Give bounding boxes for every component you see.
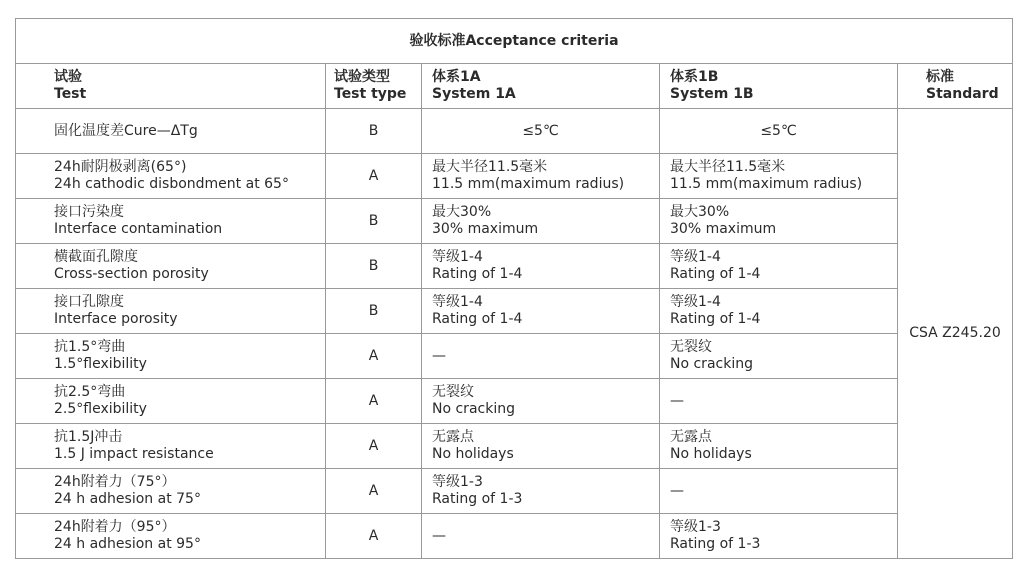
header-zh: 标准	[926, 69, 954, 85]
system-1b-cell-en: Rating of 1-4	[670, 311, 761, 327]
system-1a-cell-zh: —	[432, 347, 446, 364]
header-system-1a	[422, 64, 660, 109]
test-type-cell-zh: B	[368, 302, 379, 319]
test-cell-zh: 24h附着力（75°）	[54, 474, 176, 490]
acceptance-criteria-table	[15, 18, 1013, 559]
system-1a-cell-zh: 最大30%	[432, 204, 492, 220]
test-type-cell-zh: A	[368, 527, 379, 544]
header-zh: 体系1B	[670, 69, 719, 85]
system-1b-cell-zh: 无裂纹	[670, 339, 712, 355]
table-row	[16, 199, 1013, 244]
test-cell-zh: 抗1.5J冲击	[54, 429, 123, 445]
table-row	[16, 109, 1013, 154]
system-1a-cell-en: Rating of 1-4	[432, 311, 523, 327]
test-type-cell-zh: A	[368, 392, 379, 409]
test-type-cell-zh: B	[368, 122, 379, 139]
system-1b-cell	[660, 379, 898, 424]
system-1b-cell-zh: —	[670, 482, 684, 499]
system-1a-cell-zh: 等级1-4	[432, 294, 483, 310]
test-cell-zh: 接口污染度	[54, 204, 124, 220]
system-1b-cell	[660, 424, 898, 469]
table-title-row	[16, 19, 1013, 64]
system-1b-cell-zh: 最大半径11.5毫米	[670, 159, 786, 175]
table-row	[16, 514, 1013, 559]
table-row	[16, 244, 1013, 289]
test-cell	[16, 199, 326, 244]
header-standard	[898, 64, 1013, 109]
system-1a-cell-zh: 无露点	[432, 429, 474, 445]
system-1b-cell-zh: 等级1-4	[670, 249, 721, 265]
system-1b-cell	[660, 199, 898, 244]
header-en: Standard	[926, 86, 999, 102]
system-1a-cell	[422, 154, 660, 199]
system-1b-cell-en: Rating of 1-4	[670, 266, 761, 282]
test-cell	[16, 334, 326, 379]
header-en: Test type	[334, 86, 407, 102]
test-cell-en: 2.5°flexibility	[54, 401, 147, 417]
system-1a-cell	[422, 379, 660, 424]
test-cell-en: Cross-section porosity	[54, 266, 209, 282]
test-type-cell	[326, 199, 422, 244]
system-1a-cell	[422, 514, 660, 559]
test-cell	[16, 154, 326, 199]
system-1a-cell	[422, 424, 660, 469]
test-cell-zh: 抗2.5°弯曲	[54, 384, 126, 400]
system-1b-cell	[660, 514, 898, 559]
system-1b-cell-zh: 最大30%	[670, 204, 730, 220]
system-1a-cell	[422, 334, 660, 379]
test-cell	[16, 289, 326, 334]
test-cell-zh: 24h耐阴极剥离(65°)	[54, 159, 187, 175]
system-1b-cell-en: Rating of 1-3	[670, 536, 761, 552]
test-cell-zh: 接口孔隙度	[54, 294, 124, 310]
system-1b-cell-en: No holidays	[670, 446, 752, 462]
header-en: Test	[54, 86, 87, 102]
system-1a-cell-en: 11.5 mm(maximum radius)	[432, 176, 625, 192]
system-1a-cell-en: Rating of 1-3	[432, 491, 523, 507]
test-type-cell	[326, 289, 422, 334]
system-1a-cell-zh: 等级1-3	[432, 474, 483, 490]
test-type-cell	[326, 379, 422, 424]
system-1b-cell-zh: 无露点	[670, 429, 712, 445]
system-1a-cell	[422, 289, 660, 334]
system-1b-cell	[660, 244, 898, 289]
test-cell	[16, 109, 326, 154]
test-cell-zh: 抗1.5°弯曲	[54, 339, 126, 355]
test-type-cell	[326, 334, 422, 379]
system-1b-cell-zh: —	[670, 392, 684, 409]
table-title: 验收标准Acceptance criteria	[16, 19, 1013, 64]
table-row	[16, 289, 1013, 334]
system-1a-cell-zh: ≤5℃	[522, 122, 559, 139]
system-1a-cell	[422, 109, 660, 154]
test-type-cell-zh: B	[368, 257, 379, 274]
system-1b-cell	[660, 469, 898, 514]
test-cell	[16, 244, 326, 289]
system-1a-cell-zh: 无裂纹	[432, 384, 474, 400]
system-1a-cell-en: No holidays	[432, 446, 514, 462]
test-type-cell	[326, 244, 422, 289]
test-cell-en: 24h cathodic disbondment at 65°	[54, 176, 289, 192]
header-zh: 试验	[54, 69, 82, 85]
table-row	[16, 334, 1013, 379]
test-cell-zh: 固化温度差Cure—ΔTg	[54, 122, 198, 139]
test-cell-en: 1.5°flexibility	[54, 356, 147, 372]
system-1a-cell	[422, 469, 660, 514]
test-cell	[16, 379, 326, 424]
test-type-cell-zh: A	[368, 482, 379, 499]
system-1a-cell	[422, 244, 660, 289]
test-cell-zh: 横截面孔隙度	[54, 249, 138, 265]
test-type-cell-zh: A	[368, 347, 379, 364]
test-type-cell	[326, 154, 422, 199]
system-1a-cell-en: Rating of 1-4	[432, 266, 523, 282]
system-1b-cell-zh: 等级1-3	[670, 519, 721, 535]
test-type-cell	[326, 469, 422, 514]
test-type-cell	[326, 424, 422, 469]
header-zh: 试验类型	[334, 69, 390, 85]
table-header-row	[16, 64, 1013, 109]
table-row	[16, 379, 1013, 424]
test-cell	[16, 424, 326, 469]
test-cell-en: 24 h adhesion at 95°	[54, 536, 201, 552]
header-system-1b	[660, 64, 898, 109]
system-1b-cell-en: 30% maximum	[670, 221, 777, 237]
system-1a-cell	[422, 199, 660, 244]
header-test-type	[326, 64, 422, 109]
test-type-cell-zh: B	[368, 212, 379, 229]
header-en: System 1B	[670, 86, 754, 102]
table-row	[16, 154, 1013, 199]
test-type-cell	[326, 109, 422, 154]
test-cell-zh: 24h附着力（95°）	[54, 519, 176, 535]
test-cell-en: Interface contamination	[54, 221, 223, 237]
test-type-cell-zh: A	[368, 167, 379, 184]
system-1b-cell	[660, 109, 898, 154]
header-en: System 1A	[432, 86, 516, 102]
system-1a-cell-zh: 等级1-4	[432, 249, 483, 265]
table-row	[16, 469, 1013, 514]
test-type-cell	[326, 514, 422, 559]
system-1a-cell-zh: 最大半径11.5毫米	[432, 159, 548, 175]
system-1b-cell	[660, 334, 898, 379]
test-cell-en: Interface porosity	[54, 311, 178, 327]
header-test	[16, 64, 326, 109]
system-1b-cell-zh: ≤5℃	[760, 122, 797, 139]
test-type-cell-zh: A	[368, 437, 379, 454]
system-1a-cell-en: 30% maximum	[432, 221, 539, 237]
header-zh: 体系1A	[432, 69, 481, 85]
test-cell	[16, 469, 326, 514]
test-cell	[16, 514, 326, 559]
test-cell-en: 24 h adhesion at 75°	[54, 491, 201, 507]
system-1b-cell-en: 11.5 mm(maximum radius)	[670, 176, 863, 192]
system-1a-cell-zh: —	[432, 527, 446, 544]
system-1b-cell	[660, 289, 898, 334]
standard-cell: CSA Z245.20	[898, 109, 1013, 559]
system-1a-cell-en: No cracking	[432, 401, 515, 417]
system-1b-cell	[660, 154, 898, 199]
system-1b-cell-en: No cracking	[670, 356, 753, 372]
table-row	[16, 424, 1013, 469]
system-1b-cell-zh: 等级1-4	[670, 294, 721, 310]
test-cell-en: 1.5 J impact resistance	[54, 446, 214, 462]
